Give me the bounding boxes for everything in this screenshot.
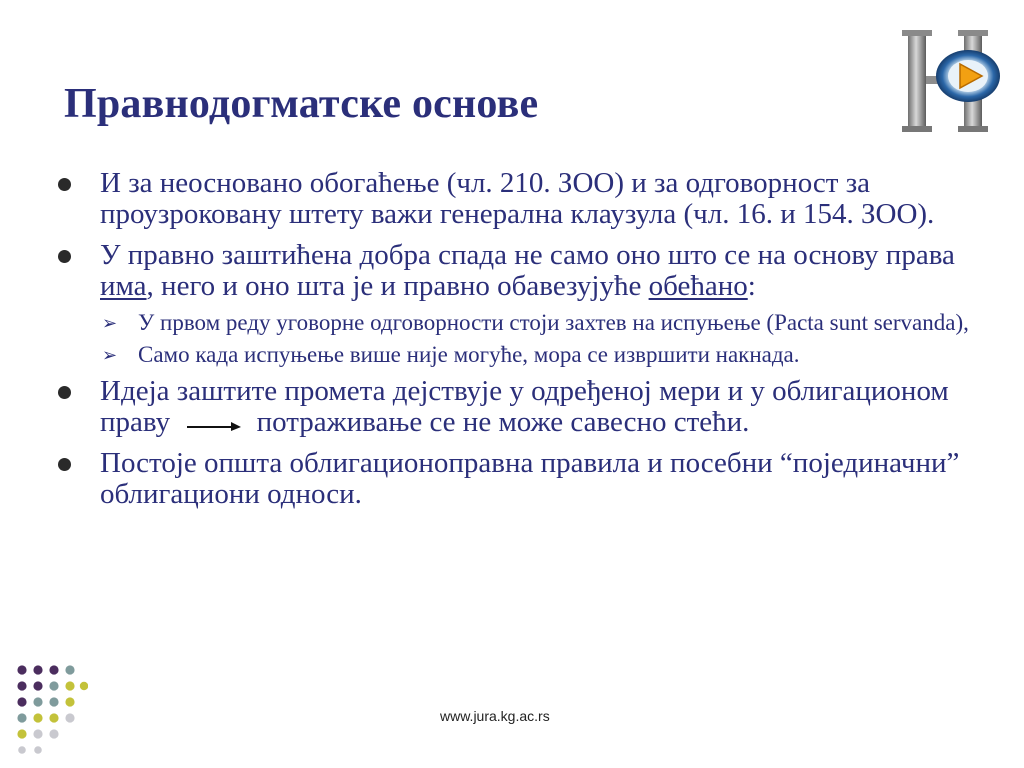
underlined-word: обећано [648,270,748,302]
bullet-text-part: Идеја заштите промета дејствује у одређеној мери и у облигационом праву [100,375,949,438]
bullet-text-part: : [747,270,756,302]
bullet-text-part: , него и оно шта је и правно обавезујуће [146,270,649,302]
bullet-dot [58,386,71,399]
footer-url: www.jura.kg.ac.rs [440,708,550,724]
bullet-dot [58,458,71,471]
faculty-logo-icon [898,26,1008,136]
chevron-right-icon: ➢ [102,313,118,333]
page-title: Правнодогматске основе [64,81,539,127]
sub-bullet-item [58,310,988,336]
bullet-dot [58,250,71,263]
bullet-item [58,240,988,302]
bullet-text-part: У правно заштићена добра спада не само оно што се на основу права [100,239,955,271]
bullet-item [58,168,988,230]
bullet-item [58,376,988,438]
decorative-dots-icon [16,664,88,754]
slide-content [58,168,988,520]
arrow-right-icon [187,417,241,431]
sub-bullet-text: Само када испуњење више није могуће, мора се извршити накнада. [138,342,800,367]
sub-bullet-item [58,342,988,368]
underlined-word: има [100,270,147,302]
bullet-text: И за неосновано обогаћење (чл. 210. ЗОО) и за одговорност за проузроковану штету важи генерална клаузула (чл. 16. и 154. ЗОО). [100,167,935,230]
sub-bullet-text: У првом реду уговорне одговорности стоји захтев на испуњење (Pacta sunt servanda), [138,310,969,335]
bullet-text: Постоје општа облигационоправна правила и посебни “појединачни” облигациони односи. [100,447,960,510]
chevron-right-icon: ➢ [102,345,118,365]
bullet-item [58,448,988,510]
bullet-text-part: потраживање се не може савесно стећи. [256,406,750,438]
bullet-dot [58,178,71,191]
